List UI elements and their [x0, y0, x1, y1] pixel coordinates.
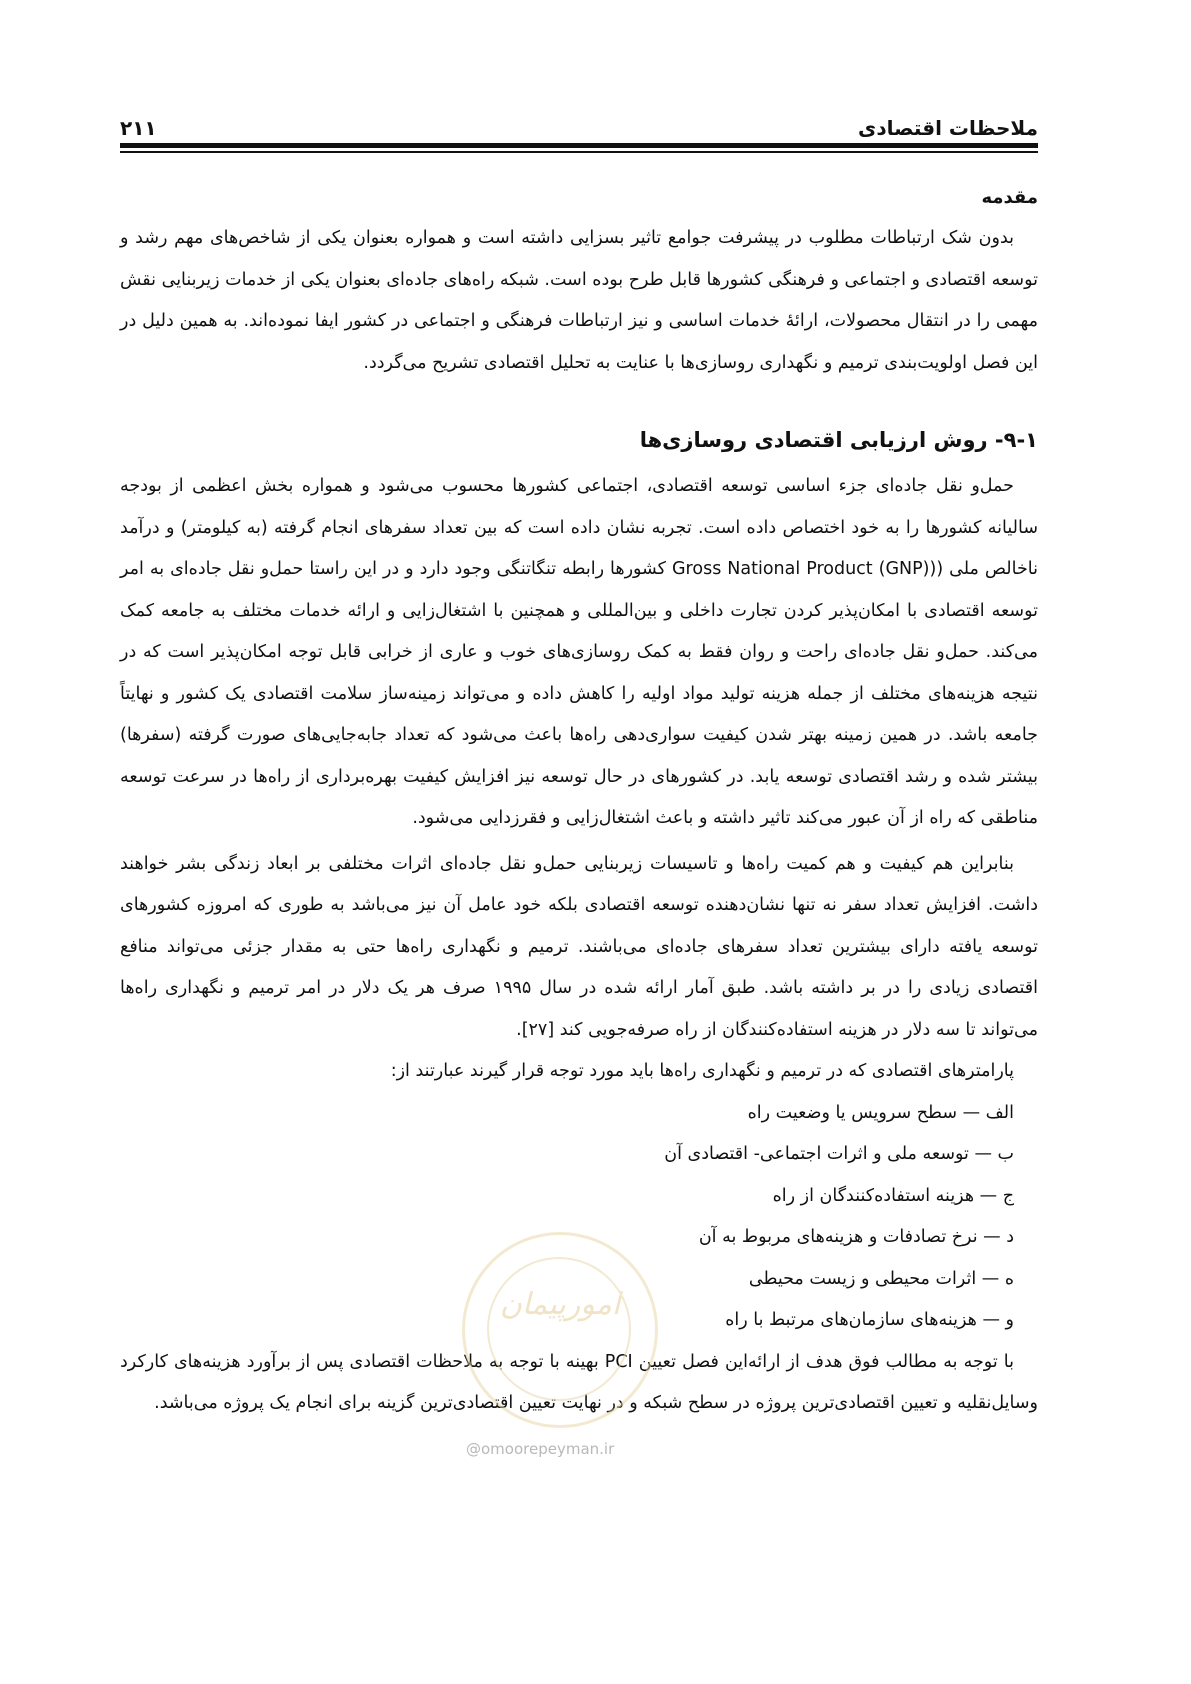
- list-item: د — نرخ تصادفات و هزینه‌های مربوط به آن: [698, 1227, 1014, 1247]
- section-paragraph-3: با توجه به مطالب فوق هدف از ارائه‌این فصل تعیین PCI بهینه با توجه به ملاحظات اقتصادی پس از برآورد هزینه‌های کارکرد وسایل‌نقلیه و تعیین اقتصادی‌ترین پروژه در سطح شبکه و در نهایت تعیین اقتصادی‌ترین گزینه برای انجام یک پروژه می‌باشد.: [120, 1351, 1038, 1413]
- running-header-title: ملاحظات اقتصادی: [858, 116, 1038, 140]
- list-item: ج — هزینه استفاده‌کنندگان از راه: [772, 1185, 1014, 1206]
- watermark-url: @omoorepeyman.ir: [466, 1440, 615, 1458]
- list-item: ه — اثرات محیطی و زیست محیطی: [748, 1268, 1014, 1289]
- header-rule-thick: [120, 143, 1038, 148]
- section-heading: ۹-۱- روش ارزیابی اقتصادی روسازی‌ها: [639, 428, 1038, 452]
- section-paragraph-1: حمل‌و نقل جاده‌ای جزء اساسی توسعه اقتصادی، اجتماعی کشورها محسوب می‌شود و همواره بخش اعظمی از بودجه سالیانه کشورها را به خود اختصاص داده است. تجربه نشان داده است که بین تعداد سفرهای انجام گرفته (به کیلومتر) و درآمد ناخالص ملی ((Gross National Product (GNP) کشورها رابطه تنگاتنگی وجود دارد و در این راستا حمل‌و نقل جاده‌ای به امر توسعه اقتصادی با امکان‌پذیر کردن تجارت داخلی و بین‌المللی و همچنین با اشتغال‌زایی و ارائه خدمات مختلف به جامعه کمک می‌کند. حمل‌و نقل جاده‌ای راحت و روان فقط به کمک روسازی‌های خوب و عاری از خرابی قابل توجه امکان‌پذیر است که در نتیجه هزینه‌های مختلف از جمله هزینه تولید مواد اولیه را کاهش داده و می‌تواند زمینه‌ساز سلامت اقتصادی یک کشور و نهایتاً جامعه باشد. در همین زمینه بهتر شدن کیفیت سواری‌دهی راه‌ها باعث می‌شود که تعداد جابه‌جایی‌های صورت گرفته (سفرها) بیشتر شده و رشد اقتصادی توسعه یابد. در کشورهای در حال توسعه نیز افزایش کیفیت بهره‌برداری از راه‌ها در سرعت توسعه مناطقی که راه از آن عبور می‌کند تاثیر داشته و باعث اشتغال‌زایی و فقرزدایی می‌شود.: [120, 476, 1038, 828]
- intro-paragraph: بدون شک ارتباطات مطلوب در پیشرفت جوامع تاثیر بسزایی داشته است و همواره بعنوان یکی از شاخص‌های مهم رشد و توسعه اقتصادی و اجتماعی و فرهنگی کشورها قابل طرح بوده است. شبکه راه‌های جاده‌ای بعنوان یکی از خدمات زیربنایی نقش مهمی را در انتقال محصولات، ارائهٔ خدمات اساسی و نیز ارتباطات فرهنگی و اجتماعی در کشور ایفا نموده‌اند. به همین دلیل در این فصل اولویت‌بندی ترمیم و نگهداری روسازی‌ها با عنایت به تحلیل اقتصادی تشریح می‌گردد.: [120, 228, 1038, 373]
- intro-heading: مقدمه: [981, 187, 1038, 208]
- running-header: [120, 110, 1038, 140]
- section-paragraph-2: بنابراین هم کیفیت و هم کمیت راه‌ها و تاسیسات زیربنایی حمل‌و نقل جاده‌ای اثرات مختلفی بر ابعاد زندگی بشر خواهند داشت. افزایش تعداد سفر نه تنها نشان‌دهنده توسعه اقتصادی بلکه خود عامل آن نیز می‌باشد به طوری که امروزه کشورهای توسعه یافته دارای بیشترین تعداد سفرهای جاده‌ای می‌باشند. ترمیم و نگهداری راه‌ها حتی به مقدار جزئی می‌تواند منافع اقتصادی زیادی را در بر داشته باشد. طبق آمار ارائه شده در سال ۱۹۹۵ صرف هر یک دلار در امر ترمیم و نگهداری راه‌ها می‌تواند تا سه دلار در هزینه استفاده‌کنندگان از راه صرفه‌جویی کند [۲۷].: [120, 853, 1038, 1040]
- list-intro: پارامترهای اقتصادی که در ترمیم و نگهداری راه‌ها باید مورد توجه قرار گیرند عبارتند از:: [390, 1061, 1014, 1081]
- header-rule-thin: [120, 151, 1038, 153]
- watermark-seal-text: امورپیمان: [499, 1287, 621, 1322]
- list-item: و — هزینه‌های سازمان‌های مرتبط با راه: [725, 1310, 1014, 1330]
- list-item: ب — توسعه ملی و اثرات اجتماعی- اقتصادی آن: [664, 1144, 1014, 1164]
- page-number: ۲۱۱: [120, 116, 157, 140]
- list-item: الف — سطح سرویس یا وضعیت راه: [747, 1102, 1014, 1123]
- watermark-seal: [462, 1232, 658, 1428]
